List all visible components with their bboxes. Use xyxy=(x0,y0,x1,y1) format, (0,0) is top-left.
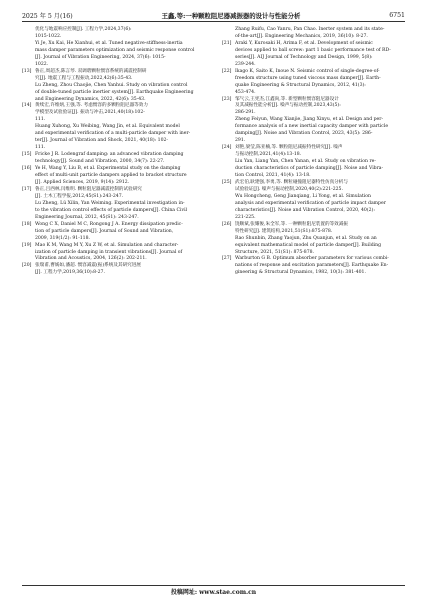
reference-line: Liu Yan, Liang Yan, Chen Yanan, et al. Study on vibration re- xyxy=(235,159,376,165)
journal-issue: 2025 年 5 月(16) xyxy=(22,12,73,20)
reference-line: 试验验证[J]. 噪声与振动控制,2020,40(2):221-225. xyxy=(235,186,343,192)
reference-line: 239-244. xyxy=(235,61,256,67)
reference-line: and Engineering Dynamics, 2022, 42(6): 35-43. xyxy=(35,96,146,102)
reference-line: damping[J]. Noise and Vibration Control, 2023, 43(5): 286- xyxy=(235,131,373,137)
reference-line: 学模型及试验验证[J]. 振动与冲击,2021,40(18):102- xyxy=(35,110,145,116)
reference-line: Structure, 2021, 51(S1): 875-878. xyxy=(235,249,315,255)
reference-entry xyxy=(222,41,405,69)
reference-entry xyxy=(222,69,405,97)
reference-number: [24] xyxy=(222,145,232,151)
reference-line: 张瑞甫,曹嫣如,潘超. 惯容减震(振)系统及其研究进展 xyxy=(35,263,141,269)
reference-line: to the vibration control effects of particle dampers[J]. China Civil xyxy=(35,207,188,213)
reference-entry xyxy=(22,222,205,243)
reference-line: freedom structure using tuned viscous mass damper[J]. Earth- xyxy=(235,75,381,81)
reference-number: [25] xyxy=(222,179,232,185)
reference-number: [18] xyxy=(22,221,32,227)
reference-line: Wu Hongcheng, Geng Jianqiang, Li Yong, et al. Simulation xyxy=(235,193,371,199)
reference-number xyxy=(22,27,35,69)
reference-line: Araki Y, Kurosaki H, Arima F, et al. Development of seismic xyxy=(235,40,373,46)
reference-entry xyxy=(22,103,205,152)
reference-text xyxy=(235,27,405,41)
references-right-column xyxy=(222,27,405,277)
reference-entry xyxy=(222,145,405,180)
page-header xyxy=(22,8,405,22)
reference-text xyxy=(235,41,405,69)
reference-line: duction characteristics of particle damping[J]. Noise and Vibra- xyxy=(235,166,384,172)
reference-line: 1022. xyxy=(35,61,49,67)
reference-line: Lu Zheng, Zhou Chaojie, Chen Yanhui. Study on vibration control xyxy=(35,82,188,88)
reference-line: 453-474. xyxy=(235,89,256,95)
reference-line: 饶顺斌,张耀俊,朱全军,等. 一种颗粒阻尼装置的等效减振 xyxy=(235,221,348,227)
reference-line: Warburton G B. Optimum absorber parameters for various combi- xyxy=(235,256,389,262)
reference-number: [22] xyxy=(222,68,232,74)
reference-line: 291. xyxy=(235,138,246,144)
reference-text xyxy=(235,97,405,146)
reference-line: 究[J]. 地震工程与工程振动,2022,42(6):35-43. xyxy=(35,75,133,81)
reference-line: 及其减振性能分析[J]. 噪声与振动控制,2023,43(5): xyxy=(235,103,341,109)
reference-line: 286-291. xyxy=(235,110,256,116)
reference-line: [J]. 工程力学,2019,36(10):8-27. xyxy=(35,270,105,276)
reference-line: Huang Xuhong, Xu Weibing, Wang Jin, et al. Equivalent model xyxy=(35,124,180,130)
reference-line: 111. xyxy=(35,145,46,151)
reference-line: ter[J]. Journal of Vibration and Shock, 2021, 40(18): 102- xyxy=(35,138,168,144)
reference-text xyxy=(35,166,205,187)
reference-line: [J]. 土木工程学报,2012,45(S1):243-247. xyxy=(35,193,124,199)
reference-line: 刘艳,梁莹,陈亚楠,等. 颗粒阻尼减振特性研究[J]. 噪声 xyxy=(235,145,343,151)
reference-text xyxy=(35,103,205,152)
reference-line: Rao Shunbin, Zhang Yaojun, Zhu Quanjun, et al. Study on an xyxy=(235,235,377,241)
reference-number: [20] xyxy=(22,263,32,269)
reference-line: of-the-art[J]. Engineering Mechanics, 2019, 36(10): 8-27. xyxy=(235,33,368,39)
reference-number: [23] xyxy=(222,96,232,102)
reference-text xyxy=(35,243,205,264)
reference-entry xyxy=(222,97,405,146)
footer-rule xyxy=(22,585,405,586)
reference-number: [16] xyxy=(22,166,32,172)
reference-text xyxy=(235,180,405,222)
reference-line: effect of multi-unit particle dampers applied to bracket structure xyxy=(35,173,187,179)
reference-line: gineering & Structural Dynamics, 1982, 10(3): 381-401. xyxy=(235,270,366,276)
reference-line: 鲁正,吕西林,闫维明. 颗粒阻尼器减震控制的试验研究 xyxy=(35,186,142,192)
reference-number: [17] xyxy=(22,186,32,192)
reference-line: devices applied to ball screw: part 1 basic performance test of RD- xyxy=(235,47,391,53)
reference-line: series[J]. AIJ Journal of Technology and Design, 1999, 5(8): xyxy=(235,54,373,60)
reference-entry xyxy=(222,27,405,41)
reference-line: Vibration and Acoustics, 2004, 126(2): 202-211. xyxy=(35,256,147,262)
reference-line: Engineering Journal, 2012, 45(S1): 243-247. xyxy=(35,214,139,220)
reference-text xyxy=(35,263,205,277)
reference-text xyxy=(235,256,405,277)
reference-line: Yi Je, Xu Kai, He Xianhui, et al. Tuned negative-stiffness-inertia xyxy=(35,40,183,46)
reference-line: formance analysis of a new inertial capacity damper with particle xyxy=(235,124,389,130)
reference-entry xyxy=(22,166,205,187)
reference-text xyxy=(35,27,205,69)
reference-entry xyxy=(22,243,205,264)
reference-line: and experimental verification of a multi-particle damper with iner- xyxy=(35,131,191,137)
reference-line: Zhang Ruifu, Cao Yanru, Pan Chao. Inerter system and its state- xyxy=(235,27,385,32)
reference-line: [J]. Applied Sciences, 2019, 9(14): 2912. xyxy=(35,179,130,185)
references-left-column xyxy=(22,27,205,277)
reference-line: characteristics[J]. Noise and Vibration Control, 2020, 40(2): xyxy=(235,207,375,213)
reference-entry xyxy=(22,69,205,104)
reference-text xyxy=(235,69,405,97)
reference-line: Ikago K, Saito K, Inoue N. Seismic control of single-degree-of- xyxy=(235,68,380,74)
reference-line: 111. xyxy=(35,117,46,123)
reference-text xyxy=(235,222,405,257)
reference-number: [15] xyxy=(22,152,32,158)
reference-text xyxy=(35,69,205,104)
reference-line: 鲁正,周超杰,陈言琴. 双调谐颗粒惯容系统的减震控制研 xyxy=(35,68,147,74)
reference-line: 特性研究[J]. 建筑结构,2021,51(S1):875-878. xyxy=(235,228,333,234)
submission-url: 投稿网址: www.stae.com.cn xyxy=(170,589,257,596)
reference-line: tion of particle dampers[J]. Journal of Sound and Vibration, xyxy=(35,228,174,234)
reference-text xyxy=(35,222,205,243)
page-number: 6751 xyxy=(389,11,405,19)
reference-line: technology[J]. Sound and Vibration, 2000, 34(7): 22-27. xyxy=(35,159,165,165)
reference-line: 与振动控制,2021,41(4):13-18. xyxy=(235,152,302,158)
reference-entry xyxy=(222,180,405,222)
reference-number: [27] xyxy=(222,256,232,262)
reference-line: of double-tuned particle inertier system[J]. Earthquake Engineering xyxy=(35,89,194,95)
reference-line: Lu Zheng, Lü Xilin, Yan Weiming. Experimental investigation in- xyxy=(35,200,185,206)
reference-line: analysis and experimental verification of particle impact damper xyxy=(235,200,386,206)
reference-line: Fricke J R. Lodengraf damping: an advanced vibration damping xyxy=(35,152,184,158)
reference-number: [14] xyxy=(22,103,32,109)
reference-line: nations of response and excitation parameters[J]. Earthquake En- xyxy=(235,263,389,269)
reference-line: 邹气云,王宪杰,江鑫尚,等. 新型颗粒惯容阻尼器设计 xyxy=(235,96,339,102)
reference-line: Mao K M, Wang M Y, Xu Z W, et al. Simulation and character- xyxy=(35,242,179,248)
reference-number: [21] xyxy=(222,40,232,46)
reference-entry xyxy=(222,222,405,257)
running-title: 王鑫,等:一种颗粒阻尼器减振器的设计与性能分析 xyxy=(161,11,301,20)
reference-text xyxy=(235,145,405,180)
reference-line: 2009, 319(1/2): 91-118. xyxy=(35,235,90,241)
reference-line: 221-225. xyxy=(235,214,256,220)
reference-line: 黄续宏,许维炳,王强,等. 考虑惯容的多颗粒阻尼器等效力 xyxy=(35,103,148,109)
reference-number xyxy=(222,27,235,41)
reference-entry xyxy=(22,263,205,277)
reference-entry xyxy=(222,256,405,277)
reference-line: Wong C X, Daniel M C, Rongong J A. Energy dissipation predic- xyxy=(35,221,183,227)
reference-line: equivalent mathematical model of particle damper[J]. Building xyxy=(235,242,382,248)
reference-text xyxy=(35,187,205,222)
reference-line: [J]. Journal of Vibration Engineering, 2024, 37(6): 1015- xyxy=(35,54,166,60)
reference-number: [19] xyxy=(22,242,32,248)
reference-line: quake Engineering & Structural Dynamics, 2012, 41(3): xyxy=(235,82,366,88)
reference-entry xyxy=(22,152,205,166)
header-rule xyxy=(22,21,405,22)
reference-text xyxy=(35,152,205,166)
reference-line: ization of particle damping in transient vibrations[J]. Journal of xyxy=(35,249,183,255)
reference-line: 武宏伯,耿建强,李勇,等. 颗粒碰撞阻尼器特性仿真分析与 xyxy=(235,179,348,185)
reference-line: tion Control, 2021, 41(4): 13-18. xyxy=(235,173,311,179)
reference-line: 1015-1022. xyxy=(35,33,62,39)
reference-line: Zheng Feiyun, Wang Xianjie, Jiang Xinyu, et al. Design and per- xyxy=(235,117,384,123)
reference-line: mass damper parameters optimization and seismic response control xyxy=(35,47,195,53)
reference-line: 优化与地震响应控制[J]. 工程力学,2024,37(6): xyxy=(35,27,132,32)
reference-entry xyxy=(22,27,205,69)
reference-number: [13] xyxy=(22,68,32,74)
reference-line: Ye H, Wang Y, Liu B, et al. Experimental study on the damping xyxy=(35,166,181,172)
reference-number: [26] xyxy=(222,221,232,227)
reference-entry xyxy=(22,187,205,222)
